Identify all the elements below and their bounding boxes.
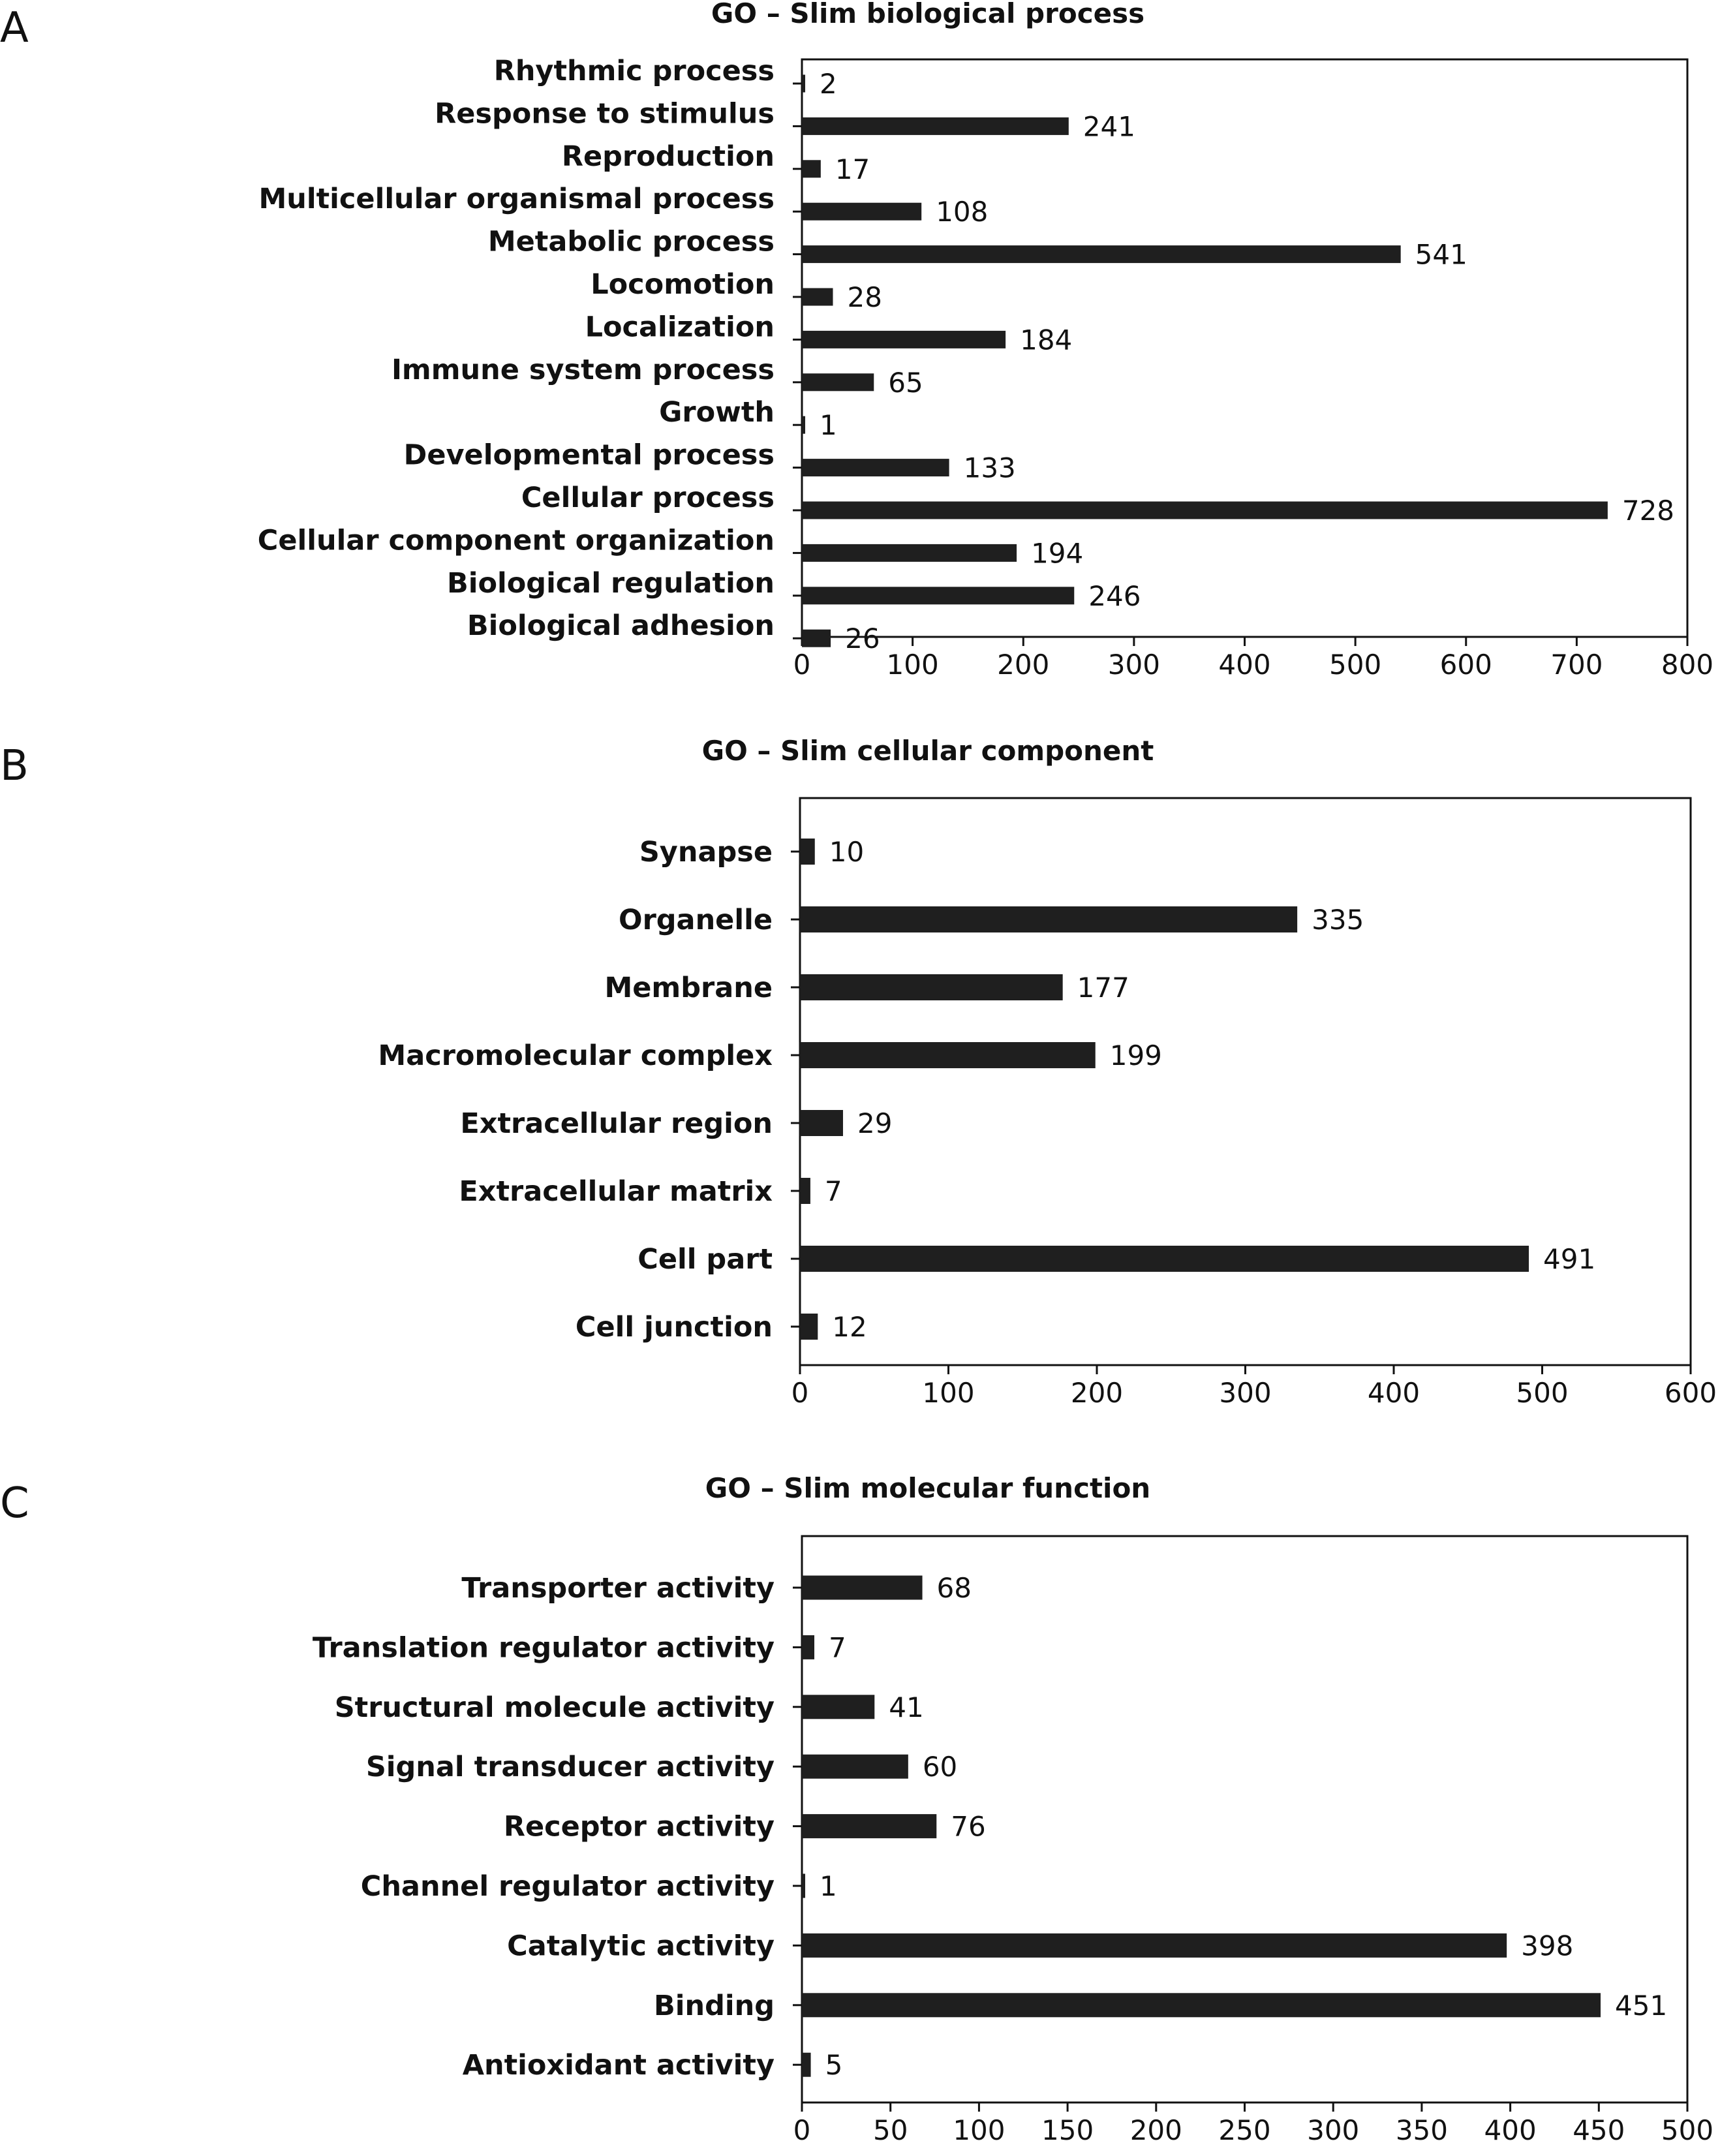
chart-b-category-label: Macromolecular complex (378, 1040, 773, 1072)
chart-a-x-tick-label: 100 (886, 649, 939, 681)
chart-a-bar (802, 502, 1608, 519)
chart-b-value-label: 177 (1077, 972, 1129, 1004)
chart-b-x-tick-label: 100 (922, 1377, 975, 1409)
chart-a-bar (802, 373, 874, 391)
chart-b-category-label: Membrane (604, 972, 773, 1004)
chart-a-value-label: 17 (835, 153, 870, 185)
chart-c-value-label: 7 (828, 1631, 846, 1664)
chart-a-bar (802, 416, 805, 434)
chart-a-x-tick-label: 600 (1439, 649, 1492, 681)
chart-a-value-label: 26 (845, 623, 880, 655)
chart-c-x-tick-label: 250 (1218, 2114, 1271, 2146)
chart-c-x-tick-label: 300 (1307, 2114, 1360, 2146)
chart-c-bar (802, 1814, 936, 1838)
chart-a-value-label: 133 (963, 452, 1016, 484)
chart-c-category-label: Structural molecule activity (334, 1691, 775, 1724)
chart-a-x-tick-label: 500 (1329, 649, 1382, 681)
chart-c-x-tick-label: 150 (1041, 2114, 1094, 2146)
chart-a-value-label: 108 (936, 196, 989, 228)
chart-b-category-label: Cell junction (575, 1311, 773, 1344)
chart-c-x-tick-label: 450 (1573, 2114, 1625, 2146)
chart-a-category-label: Immune system process (391, 353, 775, 386)
chart-a-bar (802, 459, 949, 476)
chart-b-bar (800, 1110, 843, 1136)
chart-a-category-label: Cellular process (521, 482, 775, 514)
chart-c-category-label: Channel regulator activity (360, 1870, 775, 1903)
chart-a-x-tick-label: 800 (1661, 649, 1714, 681)
chart-c-bar (802, 1993, 1601, 2017)
chart-c-category-label: Transporter activity (461, 1572, 775, 1605)
chart-a-category-label: Cellular component organization (257, 524, 775, 557)
chart-a-value-label: 184 (1020, 324, 1073, 356)
chart-b-x-tick-label: 200 (1070, 1377, 1124, 1409)
panel-a-biological-process (0, 0, 1713, 681)
chart-a-bar (802, 160, 821, 177)
chart-b-x-tick-label: 500 (1516, 1377, 1569, 1409)
chart-c-value-label: 451 (1615, 1989, 1668, 2022)
chart-c-bar (802, 1755, 908, 1779)
chart-c-category-label: Signal transducer activity (365, 1751, 775, 1784)
chart-b-x-tick-label: 0 (791, 1377, 809, 1409)
chart-a-category-label: Localization (585, 311, 775, 344)
chart-c-bar (802, 2053, 811, 2077)
chart-b-value-label: 491 (1543, 1243, 1596, 1275)
chart-a-x-tick-label: 0 (793, 649, 811, 681)
chart-a-bar (802, 245, 1401, 263)
chart-a-value-label: 728 (1621, 495, 1675, 527)
chart-b-value-label: 7 (824, 1175, 842, 1207)
chart-a-category-label: Locomotion (591, 268, 775, 301)
chart-a-category-label: Multicellular organismal process (258, 183, 775, 216)
chart-b-bar (800, 839, 815, 865)
chart-b-value-label: 12 (832, 1311, 867, 1343)
panel-letter-c: C (0, 1479, 29, 1528)
chart-c-value-label: 5 (825, 2049, 843, 2082)
chart-a-value-label: 1 (820, 409, 837, 442)
chart-b-x-tick-label: 400 (1367, 1377, 1421, 1409)
chart-c-x-tick-label: 50 (872, 2114, 908, 2146)
chart-a-bar (802, 75, 805, 93)
panel-letter-a: A (0, 4, 29, 52)
chart-c-category-label: Binding (653, 1989, 775, 2022)
chart-a-category-label: Developmental process (403, 439, 775, 472)
chart-a-bar (802, 117, 1069, 135)
chart-a-category-label: Biological regulation (446, 566, 775, 600)
chart-a-category-label: Growth (659, 396, 775, 429)
chart-a-category-label: Rhythmic process (493, 55, 775, 87)
chart-c-value-label: 1 (820, 1870, 837, 1902)
chart-c-bar (802, 1635, 814, 1659)
chart-b-x-tick-label: 600 (1664, 1377, 1717, 1409)
chart-b-category-label: Synapse (639, 836, 773, 869)
chart-title-c: GO – Slim molecular function (705, 1472, 1151, 1504)
chart-a-category-label: Reproduction (561, 140, 775, 173)
chart-a-category-label: Response to stimulus (435, 97, 775, 131)
chart-b-value-label: 335 (1312, 904, 1364, 936)
chart-c-bar (802, 1695, 874, 1719)
chart-c-x-tick-label: 350 (1395, 2114, 1448, 2146)
chart-c-value-label: 60 (922, 1751, 958, 1783)
chart-b-x-tick-label: 300 (1219, 1377, 1272, 1409)
chart-b-bar (800, 1314, 818, 1340)
panel-letter-b: B (0, 742, 29, 790)
chart-c-value-label: 68 (936, 1572, 972, 1604)
chart-a-bar (802, 630, 831, 647)
chart-b-bar (800, 906, 1297, 932)
chart-title-a: GO – Slim biological process (711, 0, 1145, 29)
chart-a-value-label: 194 (1031, 537, 1084, 570)
chart-b-value-label: 29 (857, 1107, 893, 1139)
chart-a-bar (802, 288, 833, 306)
chart-c-x-tick-label: 200 (1129, 2114, 1182, 2146)
chart-c-x-tick-label: 0 (793, 2114, 811, 2146)
chart-a-category-label: Metabolic process (487, 225, 775, 258)
chart-c-x-tick-label: 400 (1484, 2114, 1537, 2146)
chart-b-category-label: Extracellular region (460, 1107, 773, 1140)
chart-c-bar (802, 1933, 1507, 1958)
chart-b-plot-frame (800, 798, 1691, 1365)
chart-a-bar (802, 331, 1006, 348)
chart-a-value-label: 2 (820, 68, 837, 100)
chart-b-bar (800, 1178, 810, 1204)
chart-c-bar (802, 1874, 805, 1898)
chart-b-bar (800, 1246, 1529, 1272)
chart-a-value-label: 65 (888, 366, 923, 399)
chart-c-value-label: 398 (1521, 1930, 1574, 1962)
chart-title-b: GO – Slim cellular component (701, 735, 1154, 767)
chart-a-value-label: 241 (1083, 110, 1135, 143)
panel-b-cellular-component (0, 735, 1717, 1409)
chart-a-x-tick-label: 200 (997, 649, 1050, 681)
chart-b-category-label: Cell part (637, 1243, 773, 1276)
chart-b-value-label: 10 (829, 836, 865, 868)
chart-a-value-label: 28 (847, 281, 882, 313)
chart-a-category-label: Biological adhesion (467, 609, 775, 643)
chart-b-category-label: Organelle (619, 904, 773, 936)
chart-b-bar (800, 974, 1063, 1000)
chart-c-category-label: Antioxidant activity (462, 2049, 775, 2082)
chart-a-x-tick-label: 700 (1550, 649, 1603, 681)
chart-c-x-tick-label: 500 (1661, 2114, 1714, 2146)
chart-a-value-label: 246 (1088, 579, 1141, 612)
chart-a-bar (802, 587, 1074, 604)
chart-b-category-label: Extracellular matrix (459, 1175, 773, 1208)
chart-c-category-label: Translation regulator activity (312, 1631, 775, 1665)
chart-c-category-label: Catalytic activity (507, 1930, 775, 1963)
chart-c-value-label: 41 (889, 1691, 924, 1723)
chart-a-bar (802, 203, 921, 221)
chart-b-bar (800, 1042, 1096, 1068)
chart-a-bar (802, 544, 1017, 562)
chart-c-category-label: Receptor activity (503, 1810, 775, 1843)
chart-a-value-label: 541 (1415, 238, 1467, 271)
chart-a-x-tick-label: 400 (1218, 649, 1271, 681)
chart-c-value-label: 76 (951, 1810, 986, 1843)
chart-b-value-label: 199 (1109, 1040, 1162, 1071)
chart-a-x-tick-label: 300 (1107, 649, 1160, 681)
chart-c-bar (802, 1576, 923, 1600)
panel-c-molecular-function (0, 1472, 1713, 2146)
chart-c-x-tick-label: 100 (953, 2114, 1006, 2146)
